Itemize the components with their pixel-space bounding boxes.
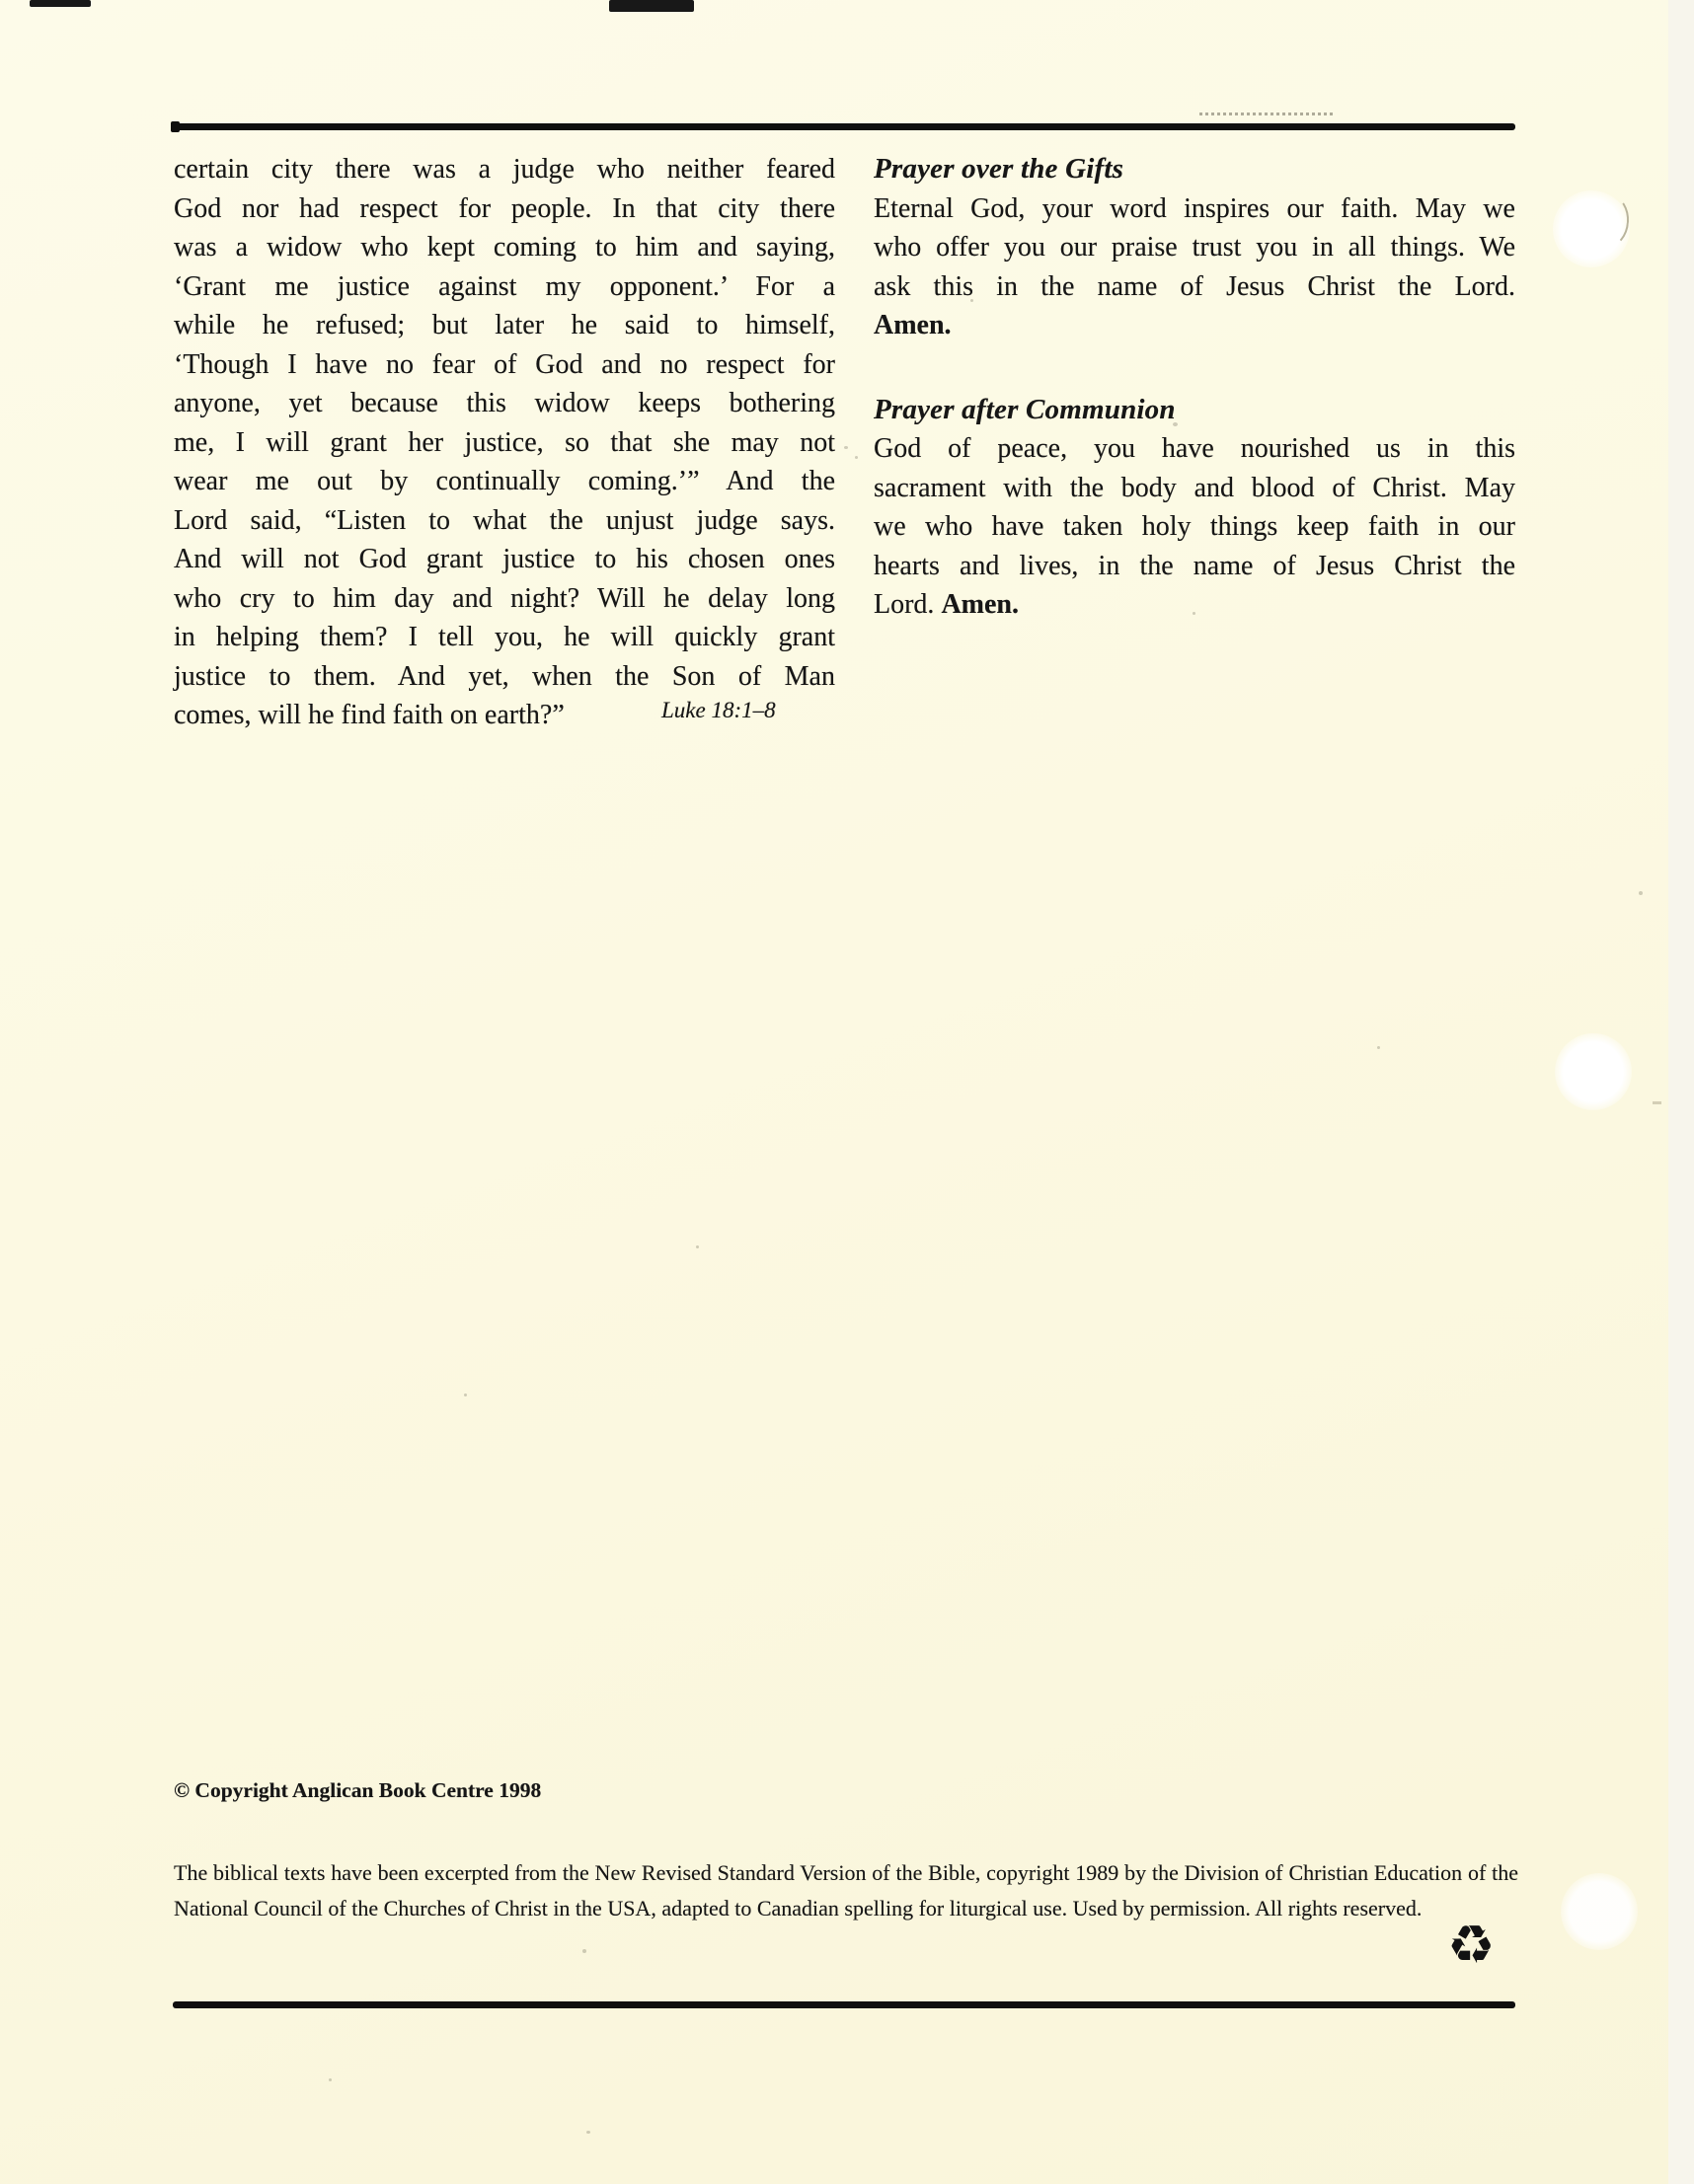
amen-tail: Lord. [874,589,942,620]
prayer-over-the-gifts-section [874,150,1515,345]
paper-edge [1668,0,1694,2184]
copyright-line: © Copyright Anglican Book Centre 1998 [174,1778,542,1802]
scripture-text: certain city there was a judge who neither feared God nor had respect for people. In that city there was a widow who kept coming to him and saying, ‘Grant me justice against my opponent.’ For a while he refused; but later he said to himself, ‘Though I have no fear of God and no respect for anyone, yet because this widow keeps bothering me, I will grant her justice, so that she may not wear me out by continually coming.’” And the Lord said, “Listen to what the unjust judge says. And will not God grant justice to his chosen ones who cry to him day and night? Will he delay long in helping them? I tell you, he will quickly grant justice to them. And yet, when the Son of Man comes, will he find faith on earth?” [174,154,835,730]
scan-dash-artifact [1653,1101,1661,1104]
hole-punch-ghost [1561,1873,1638,1950]
prayer-body: God of peace, you have nourished us in this sacrament with the body and blood of Christ. May we who have taken holy things keep faith in our hearts and lives, in the name of Jesus Christ the [874,433,1515,581]
prayers-column [874,150,1515,625]
scan-dotted-artifact [1199,113,1333,115]
scripture-citation: Luke 18:1–8 [661,698,776,722]
prayer-heading: Prayer over the Gifts [874,153,1124,185]
scan-toner-mark [609,0,694,12]
amen-line [874,585,1515,625]
bottom-rule [173,2001,1515,2008]
amen-line [874,306,1515,345]
scan-toner-mark [30,0,91,7]
recycle-icon: ♻ [1447,1914,1496,1976]
top-rule [173,123,1515,130]
permission-notice: The biblical texts have been excerpted from the New Revised Standard Version of the Bible, copyright 1989 by the Division of Christian Education of the National Council of the Churches of Christ in the USA, adapted to Canadian spelling for liturgical use. Used by permission. All rights reserved. [174,1860,1518,1920]
amen-text: Amen. [874,310,952,340]
hole-punch-ghost [1555,1033,1632,1110]
scripture-column [174,150,835,735]
amen-text: Amen. [941,589,1019,620]
prayer-after-communion-section [874,391,1515,625]
prayer-heading: Prayer after Communion [874,393,1176,425]
prayer-body: Eternal God, your word inspires our faith. May we who offer you our praise trust you in all things. We ask this in the name of Jesus Christ the Lord. [874,192,1515,302]
